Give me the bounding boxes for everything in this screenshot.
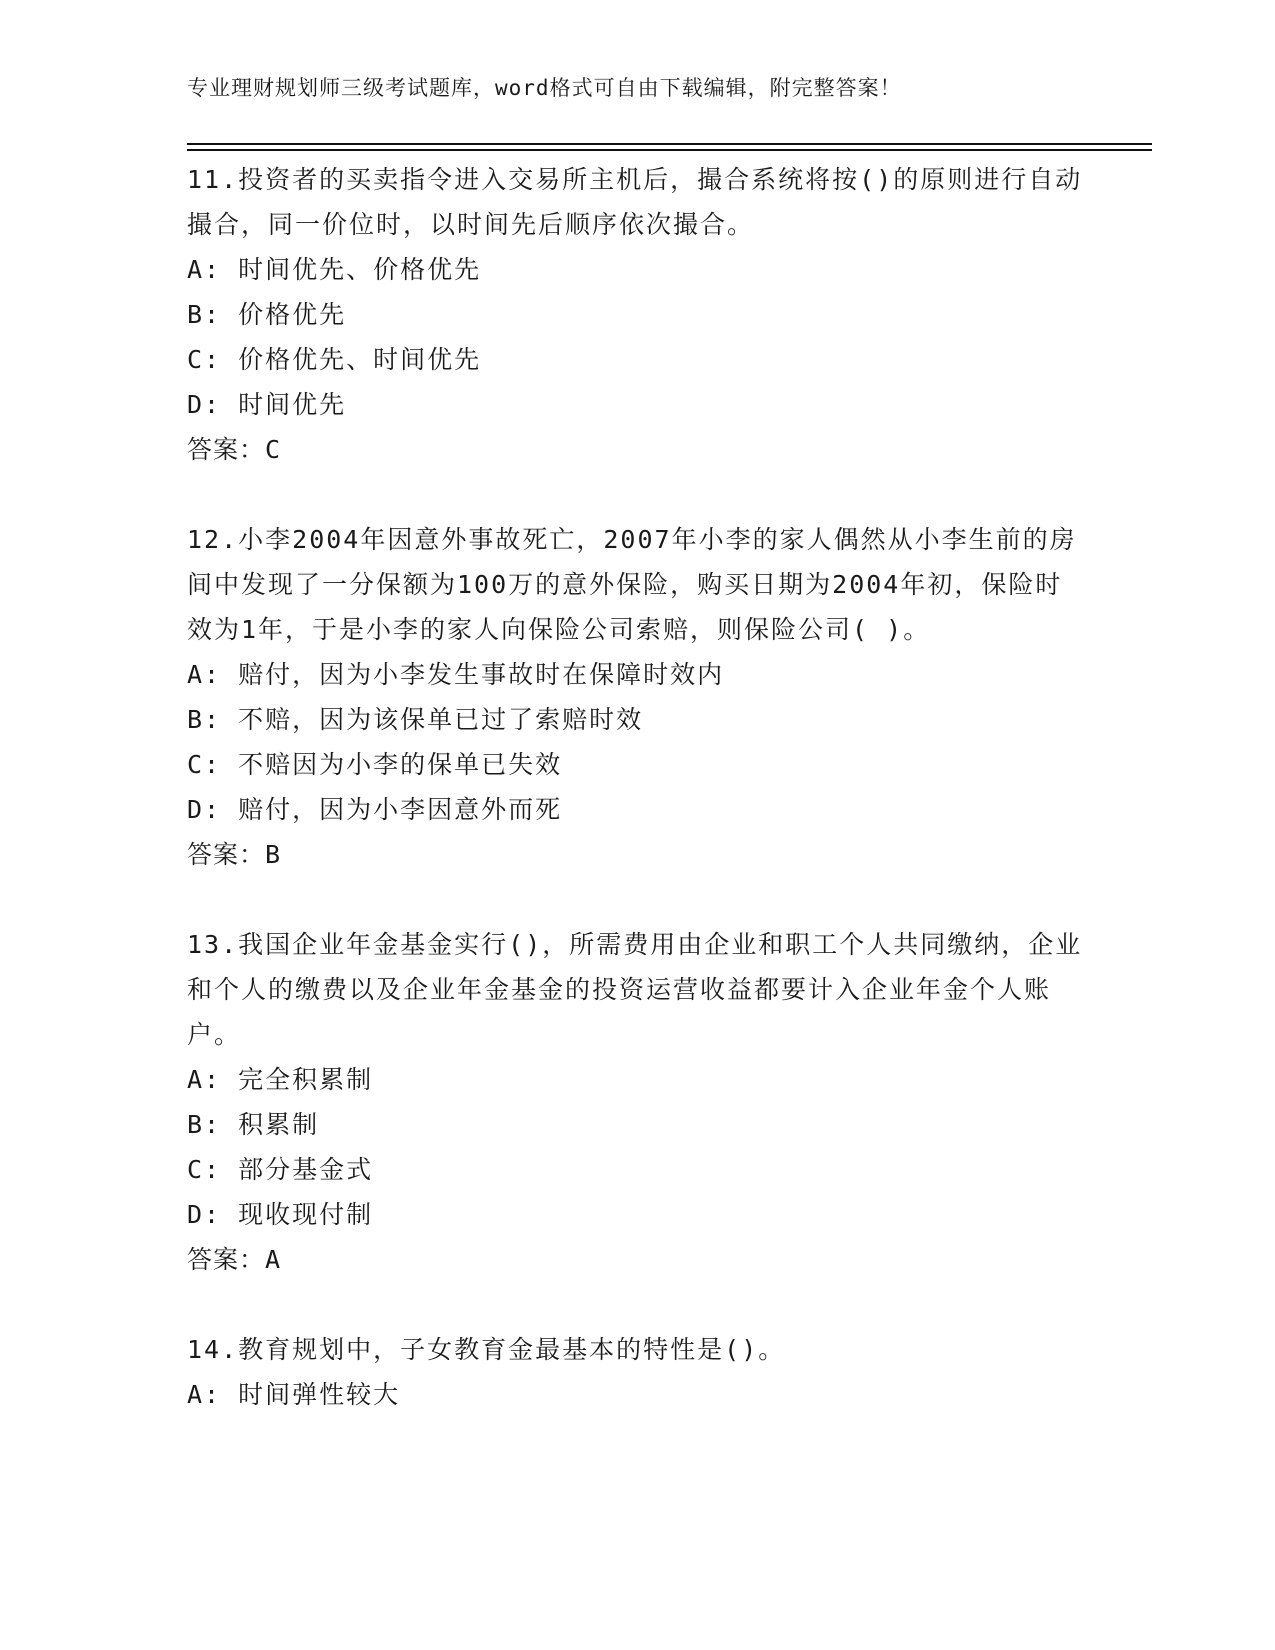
option-a: A: 时间弹性较大 [187,1380,401,1409]
answer-value: A [265,1245,281,1274]
option-c: C: 不赔因为小李的保单已失效 [187,750,563,779]
question-text: 14.教育规划中，子女教育金最基本的特性是()。 [187,1335,786,1364]
question-text: 12.小李2004年因意外事故死亡，2007年小李的家人偶然从小李生前的房间中发现了一分保额为100万的意外保险，购买日期为2004年初，保险时效为1年，于是小李的家人向保险公司索赔，则保险公司( )。 [187,525,1077,644]
question-text: 11.投资者的买卖指令进入交易所主机后，撮合系统将按()的原则进行自动撮合，同一价位时，以时间先后顺序依次撮合。 [187,165,1083,239]
answer-label: 答案： [187,435,266,464]
answer-value: B [265,840,281,869]
answer-label: 答案： [187,840,266,869]
question-11 [187,157,1087,472]
header-rule-top [187,143,1152,145]
option-a: A: 完全积累制 [187,1065,374,1094]
header-rule-bottom [187,149,1152,151]
question-text: 13.我国企业年金基金实行()，所需费用由企业和职工个人共同缴纳，企业和个人的缴费以及企业年金基金的投资运营收益都要计入企业年金个人账户。 [187,930,1083,1049]
answer-line [187,832,1087,877]
question-13 [187,922,1087,1282]
question-12 [187,517,1087,877]
option-d: D: 现收现付制 [187,1200,374,1229]
question-14 [187,1327,1087,1417]
option-c: C: 部分基金式 [187,1155,374,1184]
option-b: B: 不赔，因为该保单已过了索赔时效 [187,705,644,734]
option-d: D: 时间优先 [187,390,347,419]
question-list [187,157,1087,1462]
answer-label: 答案： [187,1245,266,1274]
option-d: D: 赔付，因为小李因意外而死 [187,795,563,824]
option-b: B: 积累制 [187,1110,320,1139]
answer-line [187,427,1087,472]
answer-value: C [265,435,281,464]
option-a: A: 赔付，因为小李发生事故时在保障时效内 [187,660,725,689]
option-a: A: 时间优先、价格优先 [187,255,482,284]
option-b: B: 价格优先 [187,300,347,329]
page-header: 专业理财规划师三级考试题库，word格式可自由下载编辑，附完整答案！ [187,76,902,100]
answer-line [187,1237,1087,1282]
option-c: C: 价格优先、时间优先 [187,345,482,374]
